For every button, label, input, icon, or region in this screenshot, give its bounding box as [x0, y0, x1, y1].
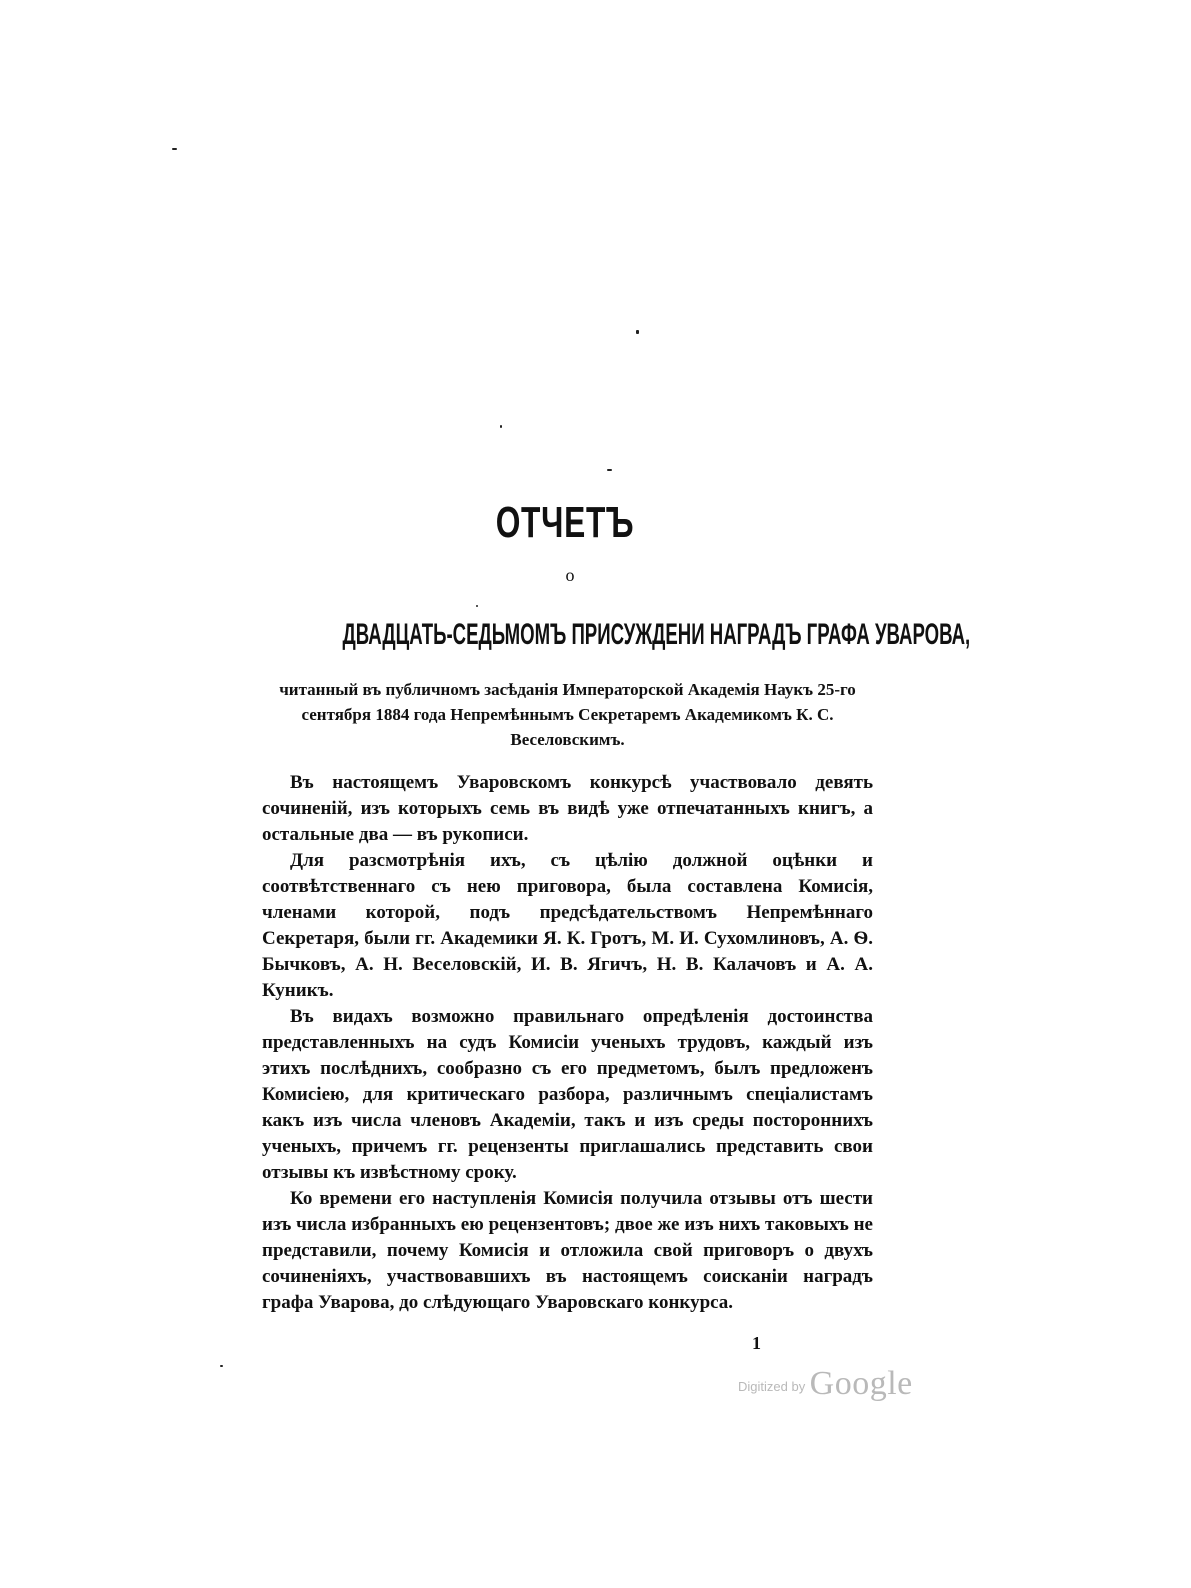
- paragraph: Ко времени его наступленія Комисія получила отзывы отъ шести изъ числа избранныхъ ею рецензентовъ; двое же изъ нихъ таковыхъ не представили, почему Комисія и отложила свой приговоръ о двухъ сочиненіяхъ, участвовавшихъ въ настоящемъ соисканіи наградъ графа Уварова, до слѣдующаго Уваровскаго конкурса.: [262, 1188, 873, 1313]
- scan-speck: [172, 148, 177, 150]
- paragraph: Въ настоящемъ Уваровскомъ конкурсѣ участвовало девять сочиненій, изъ которыхъ семь въ видѣ уже отпечатанныхъ книгъ, а остальные два — въ рукописи.: [262, 772, 873, 845]
- digitized-watermark: [738, 1365, 913, 1403]
- report-body: [262, 770, 873, 1316]
- scan-speck: [500, 425, 502, 428]
- scan-speck: [476, 605, 478, 607]
- title-preposition: о: [565, 565, 575, 585]
- paragraph: Для разсмотрѣнія ихъ, съ цѣлію должной оцѣнки и соотвѣтственнаго съ нею приговора, была составлена Комисія, членами которой, подъ предсѣдательствомъ Непремѣннаго Секретаря, были гг. Академики Я. К. Гротъ, М. И. Сухомлиновъ, А. Ѳ. Бычковъ, А. Н. Веселовскій, И. В. Ягичъ, Н. В. Калачовъ и А. А. Куникъ.: [262, 850, 873, 1001]
- paragraph: Въ видахъ возможно правильнаго опредѣленія достоинства представленныхъ на судъ Комисіи ученыхъ трудовъ, каждый изъ этихъ послѣднихъ, сообразно съ его предметомъ, былъ предложенъ Комисіею, для критическаго разбора, различнымъ спеціалистамъ какъ изъ числа членовъ Академіи, такъ и изъ среды постороннихъ ученыхъ, причемъ гг. рецензенты приглашались представить свои отзывы къ извѣстному сроку.: [262, 1006, 873, 1183]
- page-number: 1: [752, 1333, 761, 1353]
- google-logo: Google: [809, 1365, 913, 1402]
- report-subtitle: ДВАДЦАТЬ-СЕДЬМОМЪ ПРИСУЖДЕНИ НАГРАДЪ ГРАФА УВАРОВА,: [342, 618, 971, 651]
- report-title: ОТЧЕТЪ: [495, 498, 635, 547]
- reading-note: читанный въ публичномъ засѣданія Императорской Академія Наукъ 25-го сентября 1884 года Непремѣннымъ Секретаремъ Академикомъ К. С. Веселовскимъ.: [279, 680, 856, 749]
- scan-speck: [636, 330, 639, 334]
- scan-speck: [607, 469, 612, 471]
- scan-speck: [220, 1365, 223, 1367]
- digitized-prefix: Digitized by: [738, 1379, 806, 1394]
